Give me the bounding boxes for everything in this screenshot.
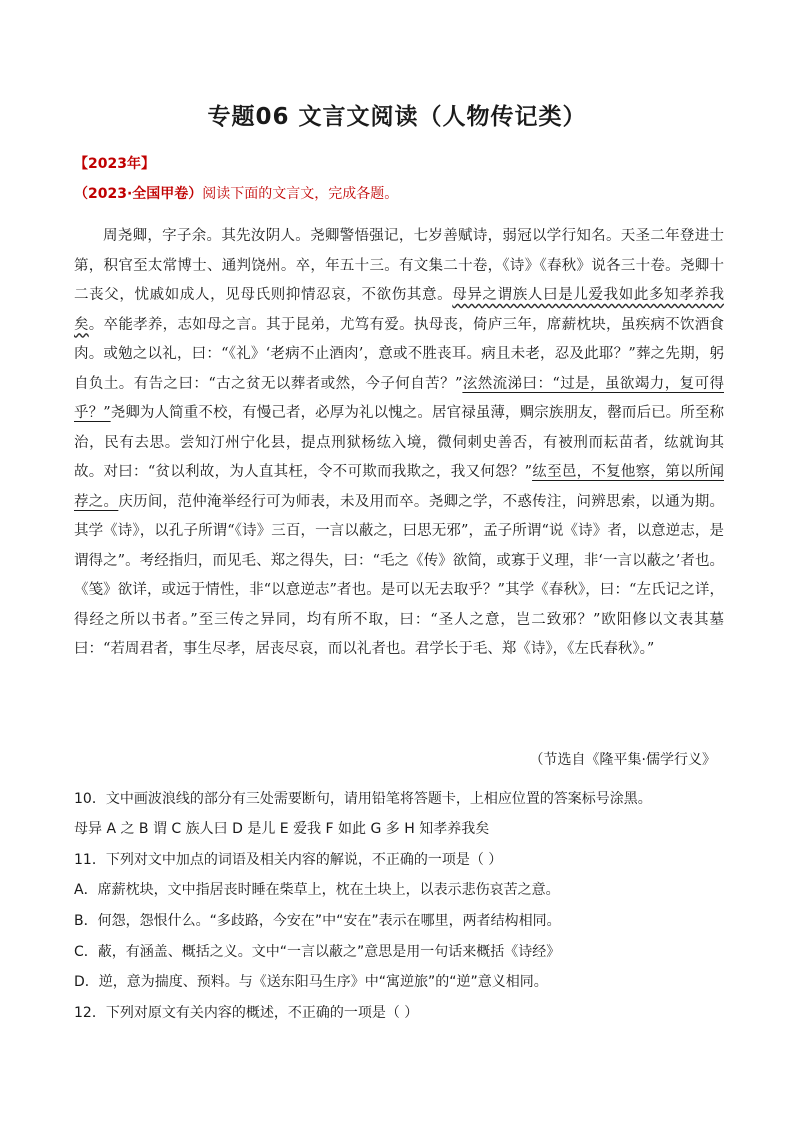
passage-paragraph bbox=[74, 222, 724, 665]
passage-text: 尧卿为人简重不校，有慢己者，必厚为礼以愧之。居官禄虽薄，赒宗族朋友，罄而后已。所至称治，民有去思。尝知汀州宁化县，提点刑狱杨纮入境，微伺刺史善否，有被刑而耘苗者，纮就询其故。对曰：“贫以利故，为人直其枉，令不可欺而我欺之，我又何怨？” bbox=[74, 405, 724, 480]
reading-instruction: 阅读下面的文言文，完成各题。 bbox=[202, 186, 399, 202]
question-12: 12．下列对原文有关内容的概述，不正确的一项是（ ） bbox=[74, 1005, 419, 1021]
question-10-options: 母异 A 之 B 谓 C 族人曰 D 是儿 E 爱我 F 如此 G 多 H 知孝养我矣 bbox=[74, 821, 490, 837]
question-11: 11．下列对文中加点的词语及相关内容的解说，不正确的一项是（ ） bbox=[74, 852, 503, 868]
wavy-underlined-sentence: 母异之谓族人曰是儿爱我如此多知孝养我矣 bbox=[74, 287, 725, 333]
year-heading: 【2023年】 bbox=[74, 156, 155, 172]
exam-source-line bbox=[74, 183, 398, 203]
question-11-option-c: C．蔽，有涵盖、概括之义。文中“一言以蔽之”意思是用一句话来概括《诗经》 bbox=[74, 944, 561, 960]
question-11-option-d: D．逆，意为揣度、预料。与《送东阳马生序》中“寓逆旅”的“逆”意义相同。 bbox=[74, 974, 548, 990]
question-10: 10．文中画波浪线的部分有三处需要断句，请用铅笔将答题卡，上相应位置的答案标号涂黑。 bbox=[74, 791, 652, 807]
underlined-sentence-2: 纮至邑，不复他察，第以所闻荐之。 bbox=[74, 464, 724, 510]
passage-text: 庆历间，范仲淹举经行可为师表，未及用而卒。尧卿之学，不惑传注，问辨思索，以通为期。其学《诗》，以孔子所谓“《诗》三百，一言以蔽之，曰思无邪”，孟子所谓“说《诗》者，以意逆志，是谓得之”。考经指归，而见毛、郑之得失，曰：“毛之《传》欲简，或寡于义理，非‘一言以蔽之’者也。《笺》欲详，或远于情性，非“以意逆志”者也。是可以无去取乎？”其学《春秋》，曰：“左氏记之详，得经之所以书者。”至三传之异同，均有所不取，曰：“圣人之意，岂二致邪？”欧阳修以文表其墓曰：“若周君者，事生尽孝，居丧尽哀，而以礼者也。君学长于毛、郑《诗》，《左氏春秋》。” bbox=[74, 493, 725, 657]
underlined-sentence-1: 泫然流涕曰：“过是，虽欲竭力，复可得乎？” bbox=[74, 375, 724, 421]
passage-text: 。卒能孝养，志如母之言。其于昆弟，尤笃有爱。执母丧，倚庐三年，席薪枕块，虽疾病不饮酒食肉。或勉之以礼，曰：“《礼》‘老病不止酒肉’，意或不胜丧耳。病且未老，忍及此耶？”葬之先期，躬自负土。有告之曰：“古之贫无以葬者或然，今子何自苦？” bbox=[74, 316, 724, 392]
question-11-option-b: B．何怨，怨恨什么。“多歧路，今安在”中“安在”表示在哪里，两者结构相同。 bbox=[74, 913, 561, 929]
exam-source-tag: （2023·全国甲卷） bbox=[74, 186, 203, 202]
classical-passage bbox=[74, 222, 724, 665]
passage-text: 周尧卿，字子余。其先汝阴人。尧卿警悟强记，七岁善赋诗，弱冠以学行知名。天圣二年登进士第，积官至太常博士、通判饶州。卒，年五十三。有文集二十卷，《诗》《春秋》说各三十卷。尧卿十二丧父，忧戚如成人，见母氏则抑情忍哀，不欲伤其意。 bbox=[74, 228, 724, 303]
passage-citation: （节选自《隆平集·儒学行义》 bbox=[529, 752, 716, 768]
question-11-option-a: A．席薪枕块，文中指居丧时睡在柴草上，枕在土块上，以表示悲伤哀苦之意。 bbox=[74, 882, 560, 898]
page-title: 专题06 文言文阅读（人物传记类） bbox=[207, 104, 587, 130]
